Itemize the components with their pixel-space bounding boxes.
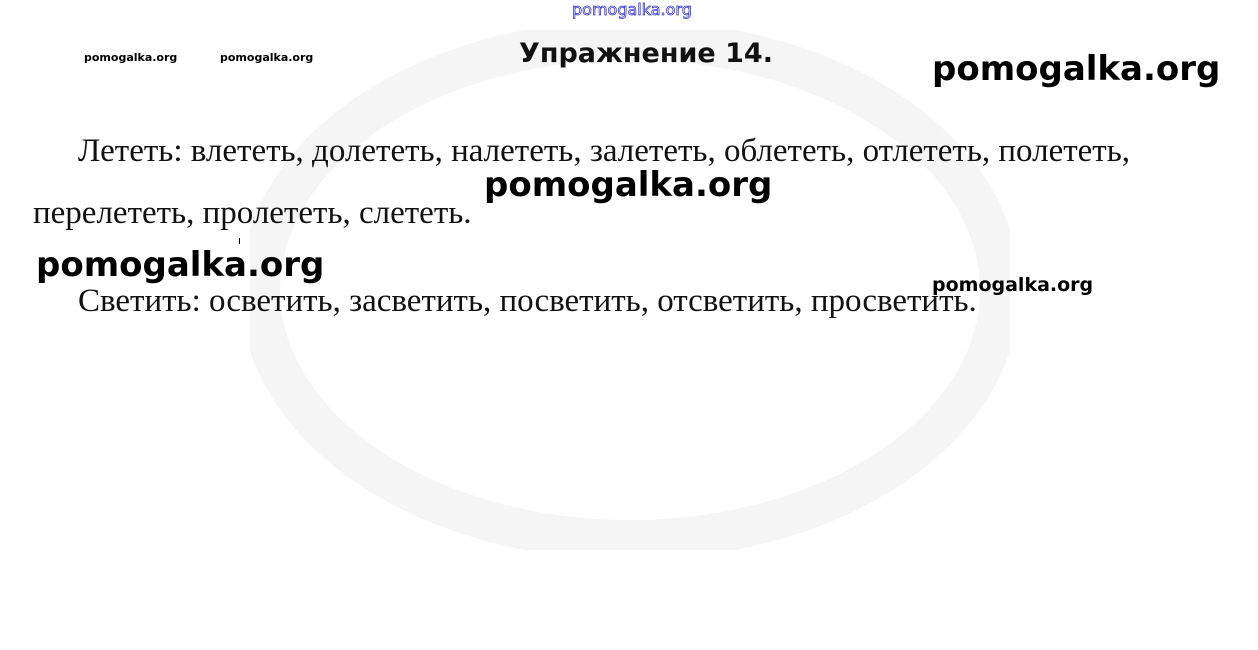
watermark-large-left: pomogalka.org [36,245,325,285]
exercise-line-1: Лететь: влететь, долететь, налететь, залететь, облететь, отлететь, полететь, [78,133,1131,169]
exercise-line-3: Светить: осветить, засветить, посветить, отсветить, просветить. [78,283,977,319]
watermark-large-right: pomogalka.org [932,49,1221,89]
exercise-line-2: перелететь, пролететь, слететь. [33,195,472,231]
watermark-large-center: pomogalka.org [484,165,773,205]
stray-mark [239,238,240,244]
watermark-medium-right: pomogalka.org [932,274,1094,296]
watermark-small-second: pomogalka.org [220,51,314,64]
watermark-small-left: pomogalka.org [84,51,178,64]
exercise-title: Упражнение 14. [519,38,773,69]
watermark-top: pomogalka.org [572,0,692,19]
